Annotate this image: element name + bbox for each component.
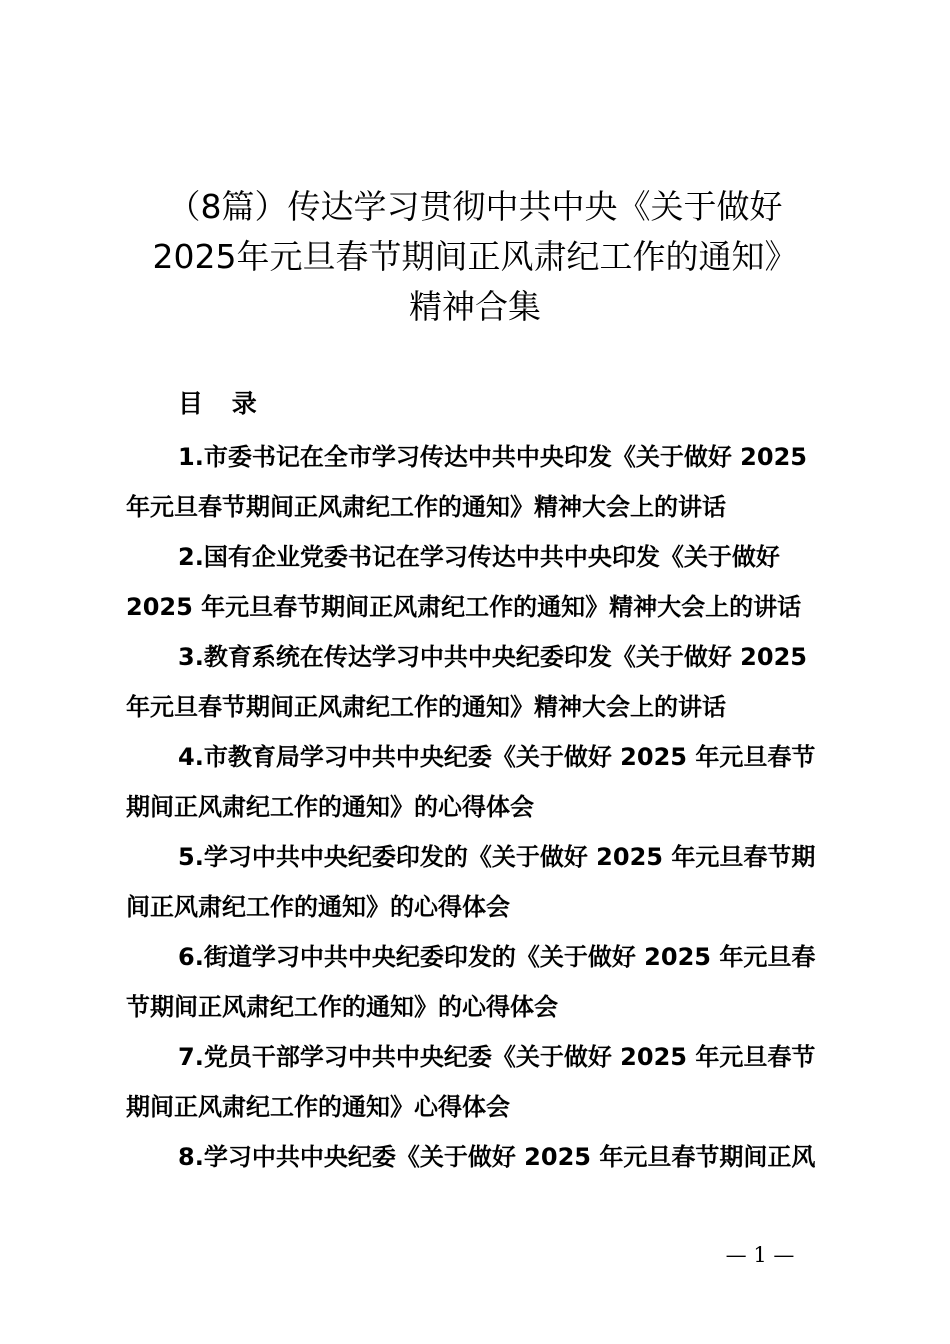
title-line-3: 精神合集 — [409, 287, 541, 326]
toc-item-4-line-2: 期间正风肃纪工作的通知》的心得体会 — [126, 793, 534, 821]
title-line-2: 2025年元旦春节期间正风肃纪工作的通知》 — [152, 237, 798, 276]
toc-item-6 — [126, 932, 834, 1032]
toc-item-5-line-1: 5.学习中共中央纪委印发的《关于做好 2025 年元旦春节期 — [178, 843, 816, 871]
toc-item-1-line-2: 年元旦春节期间正风肃纪工作的通知》精神大会上的讲话 — [126, 493, 726, 521]
toc-item-7-line-1: 7.党员干部学习中共中央纪委《关于做好 2025 年元旦春节 — [178, 1043, 816, 1071]
page-number: — 1 — — [725, 1243, 795, 1267]
toc-item-5-line-2: 间正风肃纪工作的通知》的心得体会 — [126, 893, 510, 921]
toc-item-8-line-1: 8.学习中共中央纪委《关于做好 2025 年元旦春节期间正风 — [178, 1143, 816, 1171]
toc-item-5 — [126, 832, 834, 932]
toc-item-2-line-2: 2025 年元旦春节期间正风肃纪工作的通知》精神大会上的讲话 — [126, 593, 802, 621]
toc-item-6-line-1: 6.街道学习中共中央纪委印发的《关于做好 2025 年元旦春 — [178, 943, 816, 971]
toc-item-1-line-1: 1.市委书记在全市学习传达中共中央印发《关于做好 2025 — [178, 443, 807, 471]
table-of-contents — [126, 432, 834, 1182]
toc-item-7 — [126, 1032, 834, 1132]
toc-item-2 — [126, 532, 834, 632]
toc-item-8 — [126, 1132, 834, 1182]
toc-item-1 — [126, 432, 834, 532]
toc-heading: 目 录 — [178, 389, 267, 418]
toc-item-7-line-2: 期间正风肃纪工作的通知》心得体会 — [126, 1093, 510, 1121]
toc-item-4 — [126, 732, 834, 832]
toc-item-6-line-2: 节期间正风肃纪工作的通知》的心得体会 — [126, 993, 558, 1021]
toc-item-3-line-2: 年元旦春节期间正风肃纪工作的通知》精神大会上的讲话 — [126, 693, 726, 721]
title-line-1: （8篇）传达学习贯彻中共中央《关于做好 — [167, 187, 783, 226]
toc-item-4-line-1: 4.市教育局学习中共中央纪委《关于做好 2025 年元旦春节 — [178, 743, 816, 771]
toc-item-3-line-1: 3.教育系统在传达学习中共中央纪委印发《关于做好 2025 — [178, 643, 807, 671]
toc-item-3 — [126, 632, 834, 732]
document-title — [100, 182, 850, 332]
toc-item-2-line-1: 2.国有企业党委书记在学习传达中共中央印发《关于做好 — [178, 543, 780, 571]
